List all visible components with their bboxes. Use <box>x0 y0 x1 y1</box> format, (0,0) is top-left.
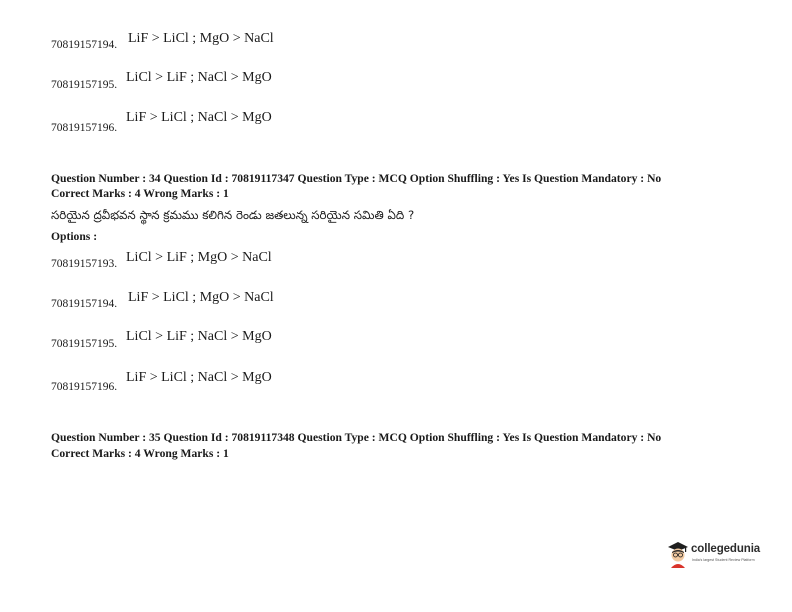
question-marks: Correct Marks : 4 Wrong Marks : 1 <box>51 447 229 460</box>
option-text: LiCl > LiF ; NaCl > MgO <box>126 70 272 85</box>
option-id: 70819157193. <box>51 258 118 270</box>
question-header: Question Number : 34 Question Id : 70819117347 Question Type : MCQ Option Shuffling : Yes Is Question Mandatory : No <box>51 172 662 185</box>
option-id: 70819157196. <box>51 122 118 134</box>
mascot-icon <box>666 540 690 568</box>
question-marks: Correct Marks : 4 Wrong Marks : 1 <box>51 187 229 200</box>
option-id: 70819157196. <box>51 381 118 393</box>
options-label: Options : <box>51 230 98 243</box>
logo-tagline: India's largest Student Review Platform <box>692 558 755 562</box>
option-id: 70819157195. <box>51 338 118 350</box>
question-text: సరియైన ద్రవీభవన స్థాన క్రమము కలిగిన రెండు జతలున్న సరియైన సమితి ఏది ? <box>51 208 415 222</box>
option-text: LiCl > LiF ; NaCl > MgO <box>126 329 272 344</box>
option-id: 70819157195. <box>51 79 118 91</box>
option-text: LiCl > LiF ; MgO > NaCl <box>126 250 272 265</box>
option-id: 70819157194. <box>51 39 118 51</box>
option-text: LiF > LiCl ; MgO > NaCl <box>128 290 274 305</box>
logo-name: collegedunia <box>691 543 761 555</box>
option-text: LiF > LiCl ; MgO > NaCl <box>128 31 274 46</box>
option-text: LiF > LiCl ; NaCl > MgO <box>126 110 272 125</box>
option-id: 70819157194. <box>51 298 118 310</box>
question-header: Question Number : 35 Question Id : 70819117348 Question Type : MCQ Option Shuffling : Yes Is Question Mandatory : No <box>51 431 662 444</box>
collegedunia-logo <box>666 540 766 570</box>
option-text: LiF > LiCl ; NaCl > MgO <box>126 370 272 385</box>
